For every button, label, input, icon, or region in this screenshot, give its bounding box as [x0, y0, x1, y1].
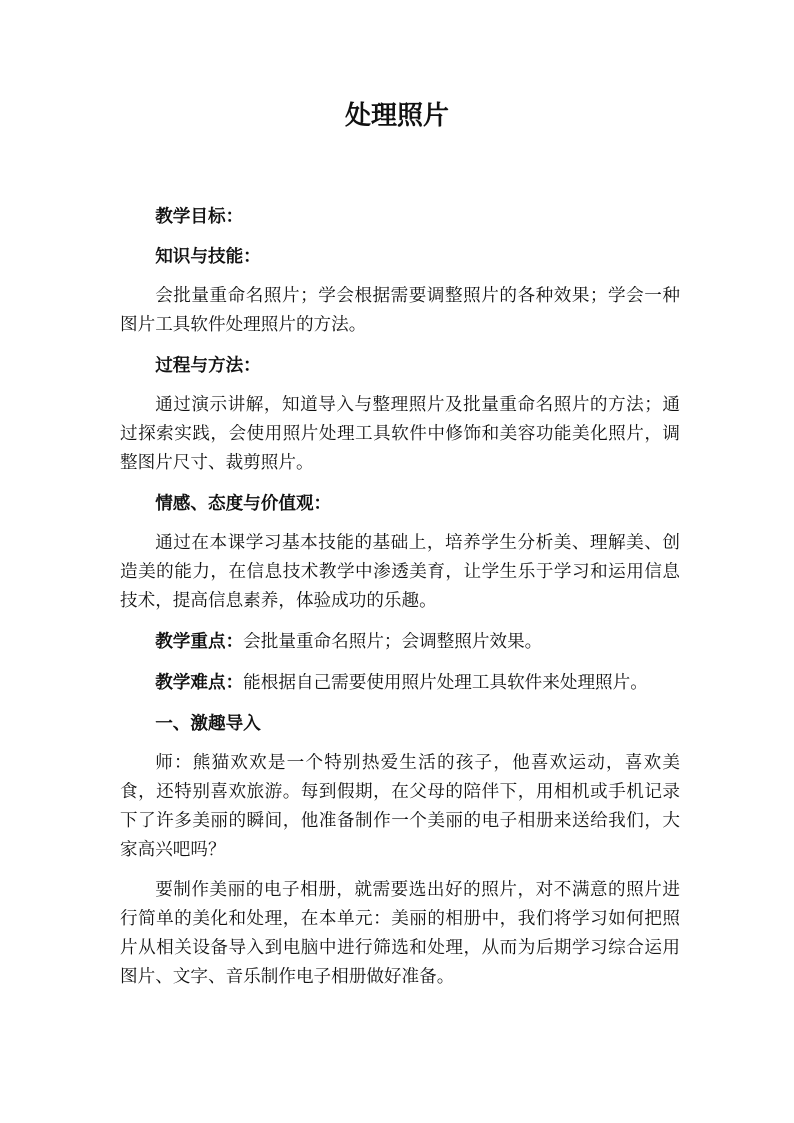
- difficulties-paragraph: [120, 668, 680, 698]
- spacer: [120, 657, 680, 668]
- spacer: [120, 616, 680, 627]
- spacer: [120, 698, 680, 709]
- section-one-heading: 一、激趣导入: [155, 713, 261, 734]
- knowledge-skills-text: 会批量重命名照片；学会根据需要调整照片的各种效果；学会一种图片工具软件处理照片的方法。: [120, 286, 680, 335]
- spacer: [120, 380, 680, 391]
- spacer: [120, 271, 680, 282]
- key-points-text: 会批量重命名照片；会调整照片效果。: [243, 632, 543, 652]
- spacer: [120, 231, 680, 242]
- knowledge-skills-heading: 知识与技能：: [155, 246, 261, 267]
- spacer: [120, 518, 680, 529]
- process-methods-text: 通过演示讲解，知道导入与整理照片及批量重命名照片的方法；通过探索实践，会使用照片处理工具软件中修饰和美容功能美化照片，调整图片尺寸、裁剪照片。: [120, 395, 680, 473]
- spacer: [120, 478, 680, 489]
- intro-paragraph-2: 要制作美丽的电子相册，就需要选出好的照片，对不满意的照片进行简单的美化和处理，在本单元：美丽的相册中，我们将学习如何把照片从相关设备导入到电脑中进行筛选和处理，从而为后期学习综合运用图片、文字、音乐制作电子相册做好准备。: [120, 880, 680, 987]
- document-title: 处理照片: [344, 101, 449, 131]
- intro-paragraph-1: 师：熊猫欢欢是一个特别热爱生活的孩子，他喜欢运动，喜欢美食，还特别喜欢旅游。每到假期，在父母的陪伴下，用相机或手机记录下了许多美丽的瞬间，他准备制作一个美丽的电子相册来送给我们，大家高兴吧吗？: [120, 753, 680, 860]
- spacer: [120, 340, 680, 351]
- teaching-goals-heading: 教学目标：: [155, 206, 244, 227]
- process-methods-heading: 过程与方法：: [155, 355, 261, 376]
- spacer: [120, 865, 680, 876]
- key-points-label: 教学重点：: [155, 631, 244, 652]
- difficulties-label: 教学难点：: [155, 672, 244, 693]
- key-points-paragraph: [120, 627, 680, 657]
- spacer: [120, 738, 680, 749]
- difficulties-text: 能根据自己需要使用照片处理工具软件来处理照片。: [243, 673, 648, 693]
- document-body: [120, 202, 680, 992]
- emotion-values-heading: 情感、态度与价值观：: [155, 493, 332, 514]
- emotion-values-text: 通过在本课学习基本技能的基础上，培养学生分析美、理解美、创造美的能力，在信息技术教学中渗透美育，让学生乐于学习和运用信息技术，提高信息素养，体验成功的乐趣。: [120, 533, 680, 611]
